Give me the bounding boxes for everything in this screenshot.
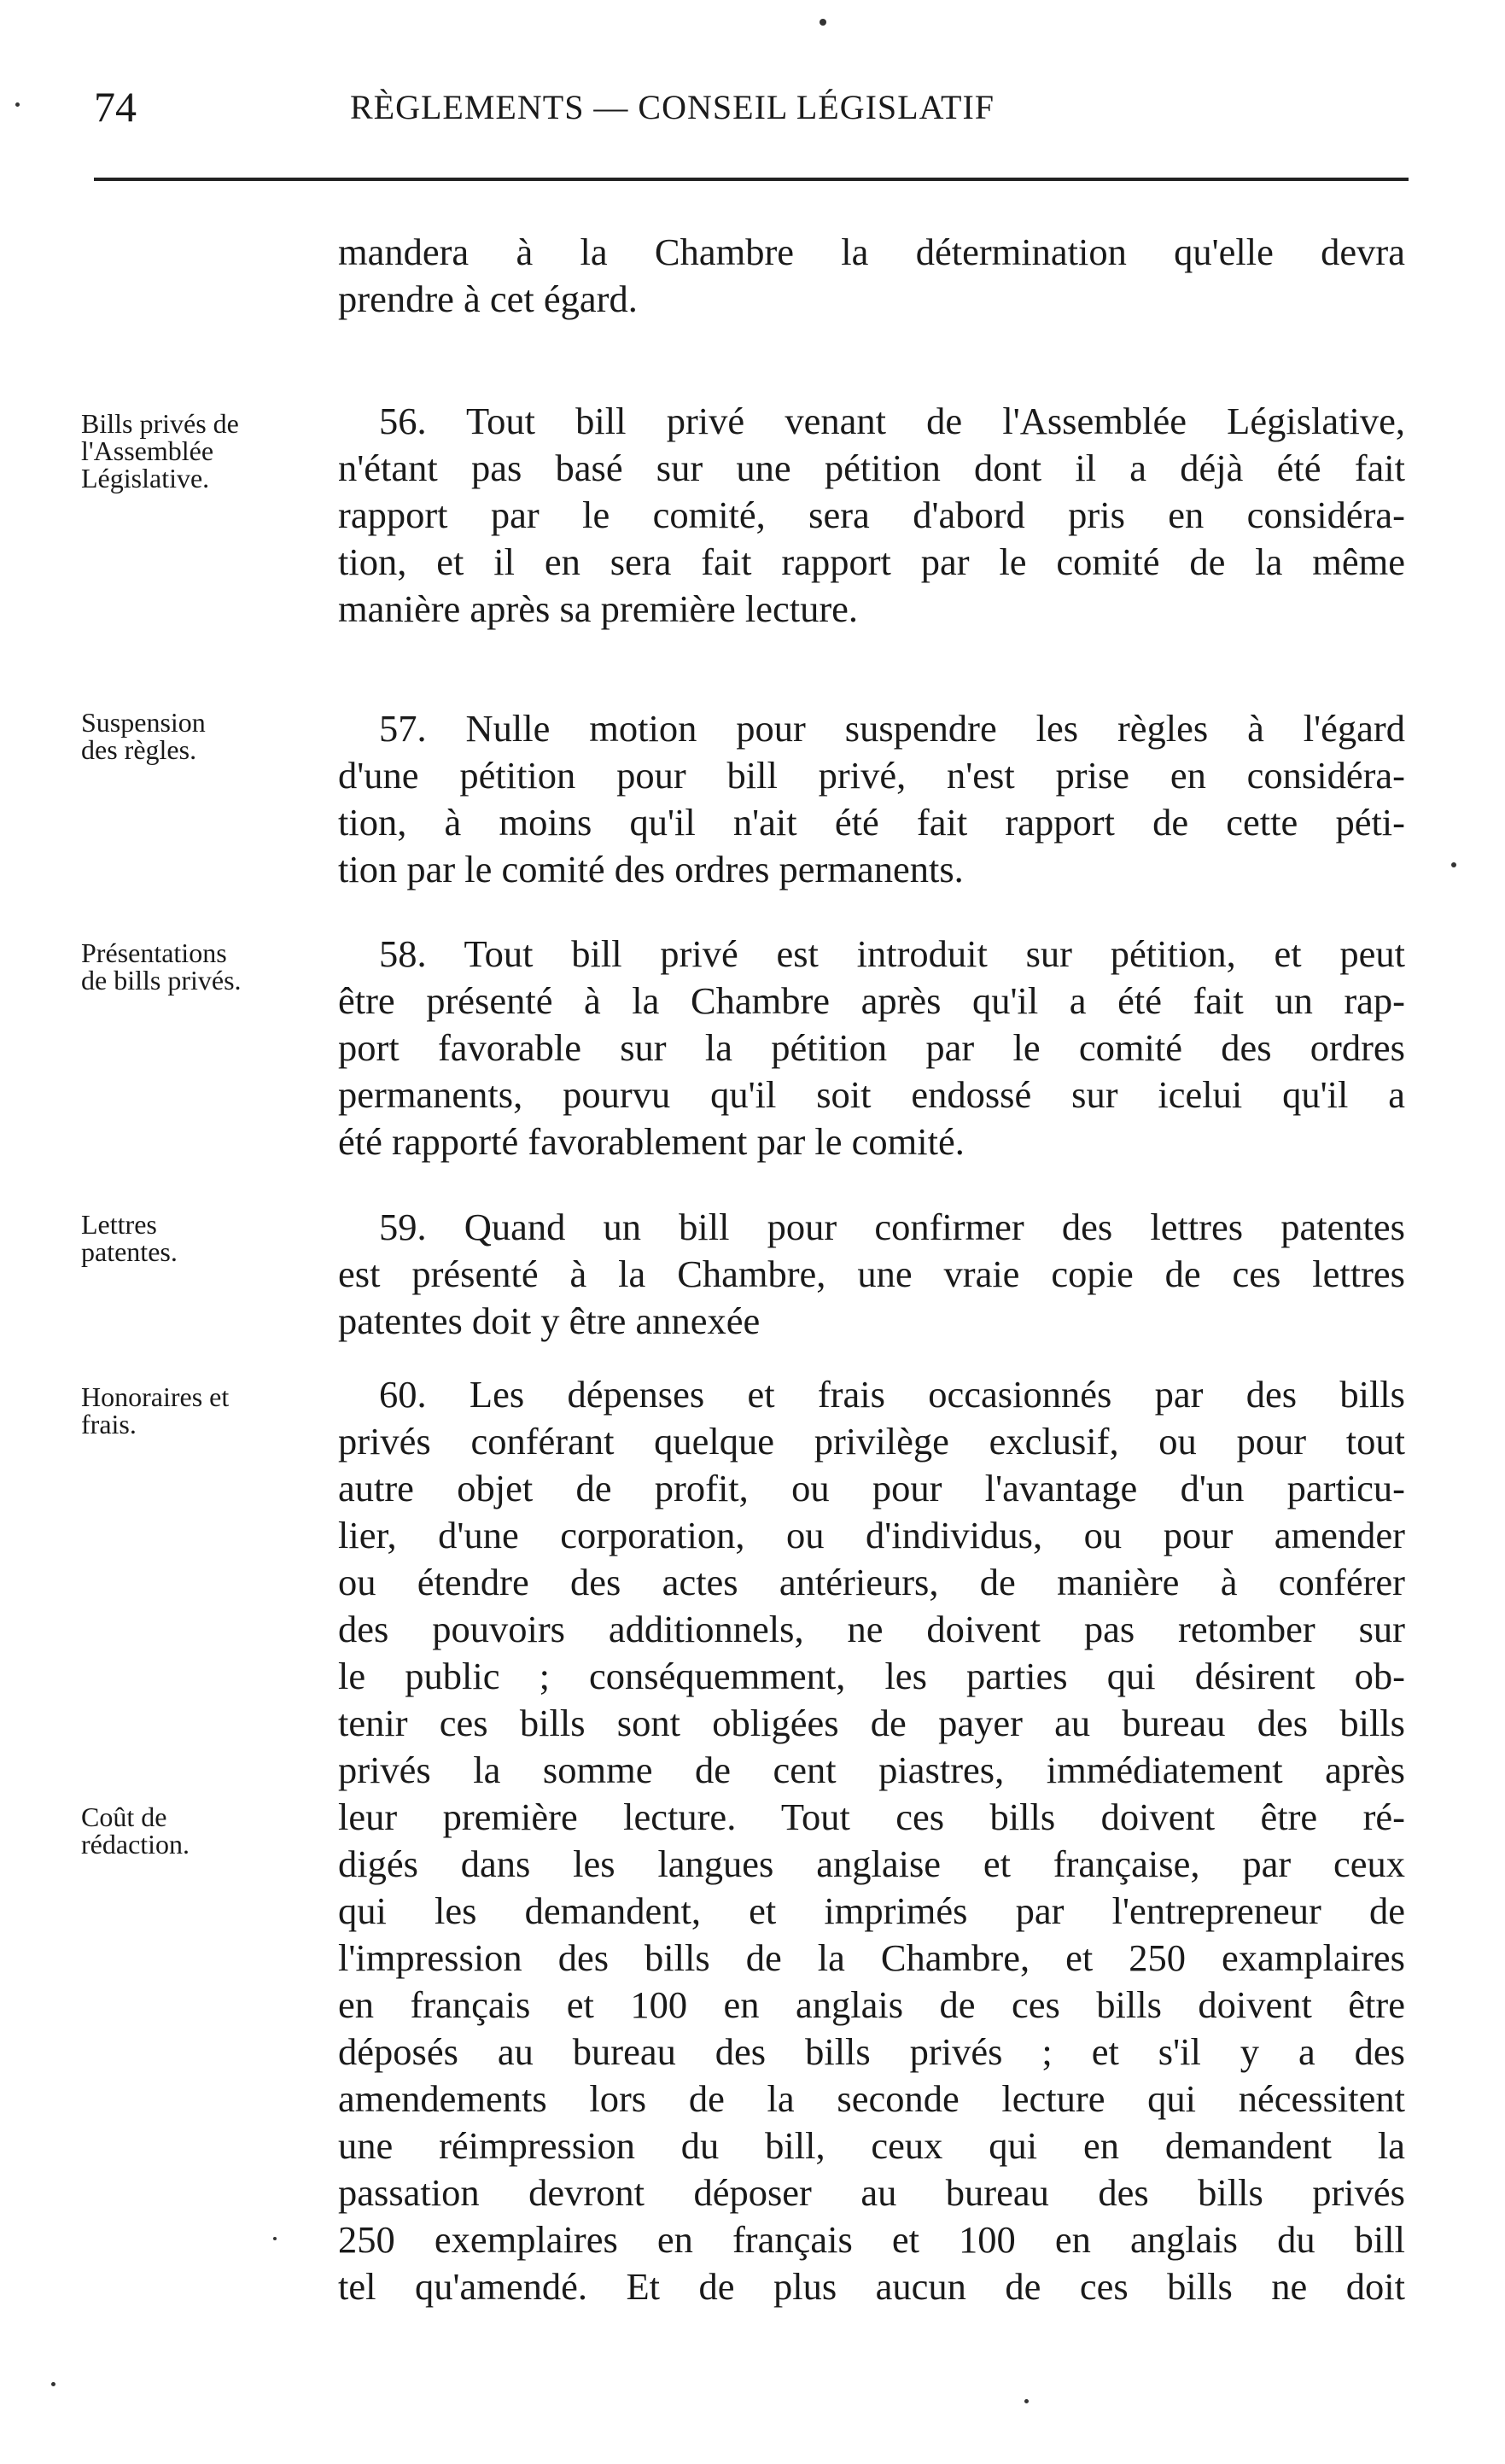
- paragraph-57: [338, 705, 1405, 893]
- scan-speck: [1451, 862, 1456, 867]
- text-line: tenir ces bills sont obligées de payer au bureau des bills: [338, 1702, 1405, 1744]
- text-line: patentes doit y être annexée: [338, 1299, 761, 1342]
- text-line: est présenté à la Chambre, une vraie copie de ces lettres: [338, 1252, 1405, 1295]
- text-line: des pouvoirs additionnels, ne doivent pas retomber sur: [338, 1608, 1405, 1650]
- scan-speck: [1024, 2399, 1029, 2403]
- margin-note-line: frais.: [81, 1409, 137, 1439]
- margin-note-line: patentes.: [81, 1236, 178, 1267]
- text-line: le public ; conséquemment, les parties qui désirent ob-: [338, 1655, 1405, 1697]
- text-line: passation devront déposer au bureau des bills privés: [338, 2171, 1405, 2214]
- page-number: 74: [94, 83, 137, 131]
- text-line: port favorable sur la pétition par le comité des ordres: [338, 1026, 1405, 1069]
- text-line: tion, et il en sera fait rapport par le comité de la même: [338, 540, 1405, 583]
- margin-note-honoraires: [81, 1383, 337, 1438]
- text-line: ou étendre des actes antérieurs, de manière à conférer: [338, 1561, 1405, 1603]
- page-header: [94, 81, 1409, 141]
- text-line: une réimpression du bill, ceux qui en demandent la: [338, 2124, 1405, 2167]
- text-line: l'impression des bills de la Chambre, et 250 examplaires: [338, 1936, 1405, 1979]
- margin-note-line: l'Assemblée: [81, 435, 214, 466]
- paragraph-59: [338, 1204, 1405, 1345]
- margin-note-line: Présentations: [81, 937, 227, 968]
- text-line: tion par le comité des ordres permanents.: [338, 848, 964, 890]
- text-line: 56. Tout bill privé venant de l'Assemblée Législative,: [379, 400, 1405, 442]
- text-line: lier, d'une corporation, ou d'individus, ou pour amender: [338, 1514, 1405, 1556]
- text-line: n'étant pas basé sur une pétition dont il a déjà été fait: [338, 447, 1405, 489]
- margin-note-line: Législative.: [81, 463, 210, 493]
- text-line: 58. Tout bill privé est introduit sur pétition, et peut: [379, 932, 1405, 975]
- text-line: 59. Quand un bill pour confirmer des lettres patentes: [379, 1206, 1405, 1248]
- running-title: RÈGLEMENTS — CONSEIL LÉGISLATIF: [350, 88, 995, 126]
- text-line: tion, à moins qu'il n'ait été fait rapport de cette péti-: [338, 801, 1405, 844]
- text-line: en français et 100 en anglais de ces bills doivent être: [338, 1983, 1405, 2026]
- margin-note-line: Coût de: [81, 1801, 167, 1832]
- text-line: être présenté à la Chambre après qu'il a été fait un rap-: [338, 979, 1405, 1022]
- paragraph-continuation: [338, 229, 1405, 323]
- text-line: autre objet de profit, ou pour l'avantage d'un particu-: [338, 1467, 1405, 1509]
- margin-note-lettres-patentes: [81, 1211, 337, 1265]
- text-line: 250 exemplaires en français et 100 en anglais du bill: [338, 2218, 1405, 2261]
- text-line: déposés au bureau des bills privés ; et s'il y a des: [338, 2030, 1405, 2073]
- scan-speck: [51, 2382, 55, 2386]
- text-line: manière après sa première lecture.: [338, 587, 859, 630]
- scan-speck: [820, 19, 826, 26]
- margin-note-presentations: [81, 939, 337, 994]
- margin-note-line: Suspension: [81, 707, 206, 738]
- text-line: tel qu'amendé. Et de plus aucun de ces bills ne doit: [338, 2265, 1405, 2308]
- header-rule: [94, 178, 1409, 181]
- margin-note-line: rédaction.: [81, 1829, 190, 1860]
- margin-note-line: Bills privés de: [81, 408, 239, 439]
- text-line: 57. Nulle motion pour suspendre les règles à l'égard: [379, 707, 1405, 750]
- margin-note-line: Honoraires et: [81, 1381, 230, 1412]
- scan-speck: [15, 102, 20, 107]
- margin-note-line: de bills privés.: [81, 965, 242, 996]
- text-line: digés dans les langues anglaise et française, par ceux: [338, 1842, 1405, 1885]
- paragraph-58: [338, 931, 1405, 1165]
- margin-note-line: des règles.: [81, 734, 197, 765]
- text-line: rapport par le comité, sera d'abord pris en considéra-: [338, 493, 1405, 536]
- margin-note-bills-prives: [81, 410, 337, 492]
- text-line: d'une pétition pour bill privé, n'est prise en considéra-: [338, 754, 1405, 797]
- text-line: qui les demandent, et imprimés par l'entrepreneur de: [338, 1889, 1405, 1932]
- text-line: amendements lors de la seconde lecture qui nécessitent: [338, 2077, 1405, 2120]
- text-line: 60. Les dépenses et frais occasionnés par des bills: [379, 1373, 1405, 1416]
- text-line: privés la somme de cent piastres, immédiatement après: [338, 1749, 1405, 1791]
- paragraph-60: [338, 1371, 1405, 2310]
- margin-note-line: Lettres: [81, 1209, 157, 1240]
- margin-note-suspension: [81, 709, 337, 763]
- text-line: privés conférant quelque privilège exclusif, ou pour tout: [338, 1420, 1405, 1463]
- paragraph-56: [338, 398, 1405, 633]
- text-line: leur première lecture. Tout ces bills doivent être ré-: [338, 1795, 1405, 1838]
- margin-note-cout-redaction: [81, 1803, 337, 1858]
- text-line: permanents, pourvu qu'il soit endossé sur icelui qu'il a: [338, 1073, 1405, 1116]
- scan-speck: [273, 2237, 277, 2240]
- text-line: été rapporté favorablement par le comité.: [338, 1120, 965, 1163]
- text-line: mandera à la Chambre la détermination qu'elle devra: [338, 231, 1405, 273]
- text-line: prendre à cet égard.: [338, 277, 638, 320]
